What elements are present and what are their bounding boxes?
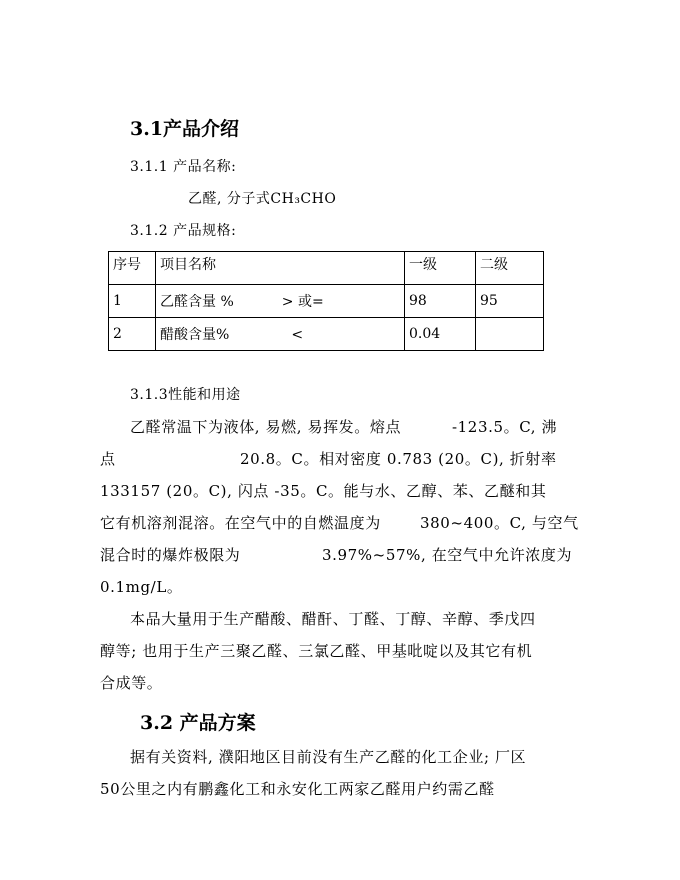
subsection-label-3-1-3: 3.1.3性能和用途 bbox=[130, 387, 241, 403]
text-line: 3.97%~57%, 在空气中允许浓度为 bbox=[322, 546, 573, 564]
cell-grade2: 95 bbox=[476, 285, 544, 318]
text-line: 据有关资料, 濮阳地区目前没有生产乙醛的化工企业; 厂区 bbox=[130, 748, 527, 766]
header-cell-item: 项目名称 bbox=[156, 252, 405, 285]
text-line: 它有机溶剂混溶。在空气中的自燃温度为 bbox=[100, 514, 381, 532]
table-header-row bbox=[109, 252, 544, 285]
cell-grade2 bbox=[476, 318, 544, 351]
section-heading-3-2: 3.2 产品方案 bbox=[140, 712, 256, 734]
item-name: 醋酸含量% bbox=[160, 327, 230, 343]
text-line: 醇等; 也用于生产三聚乙醛、三氯乙醛、甲基吡啶以及其它有机 bbox=[100, 642, 533, 660]
cell-grade1: 98 bbox=[405, 285, 476, 318]
text-line: 合成等。 bbox=[100, 674, 163, 692]
cell-no: 1 bbox=[109, 285, 156, 318]
cell-item bbox=[156, 285, 405, 318]
cell-no: 2 bbox=[109, 318, 156, 351]
text-line: 混合时的爆炸极限为 bbox=[100, 546, 241, 564]
text-line: -123.5。C, 沸 bbox=[452, 418, 558, 436]
text-line: 133157 (20。C), 闪点 -35。C。能与水、乙醇、苯、乙醚和其 bbox=[100, 482, 547, 500]
spec-table bbox=[108, 251, 544, 351]
subsection-label-3-1-2: 3.1.2 产品规格: bbox=[130, 223, 237, 239]
text-line: 点 bbox=[100, 450, 116, 468]
header-cell-grade1: 一级 bbox=[405, 252, 476, 285]
text-line: 乙醛常温下为液体, 易燃, 易挥发。熔点 bbox=[130, 418, 402, 436]
text-line: 0.1mg/L。 bbox=[100, 578, 183, 596]
item-operator: > 或= bbox=[281, 294, 324, 310]
subsection-label-3-1-1: 3.1.1 产品名称: bbox=[130, 159, 237, 175]
cell-grade1: 0.04 bbox=[405, 318, 476, 351]
text-line: 20.8。C。相对密度 0.783 (20。C), 折射率 bbox=[240, 450, 557, 468]
section-heading-3-1: 3.1产品介绍 bbox=[130, 118, 240, 140]
text-line: 380~400。C, 与空气 bbox=[420, 514, 579, 532]
table-row bbox=[109, 318, 544, 351]
item-name: 乙醛含量 % bbox=[160, 294, 234, 310]
header-cell-grade2: 二级 bbox=[476, 252, 544, 285]
item-operator: < bbox=[291, 327, 304, 343]
cell-item bbox=[156, 318, 405, 351]
header-cell-no: 序号 bbox=[109, 252, 156, 285]
product-name: 乙醛, 分子式CH₃CHO bbox=[188, 191, 337, 207]
text-line: 本品大量用于生产醋酸、醋酐、丁醛、丁醇、辛醇、季戊四 bbox=[130, 610, 536, 628]
text-line: 50公里之内有鹏鑫化工和永安化工两家乙醛用户约需乙醛 bbox=[100, 780, 495, 798]
table-row bbox=[109, 285, 544, 318]
